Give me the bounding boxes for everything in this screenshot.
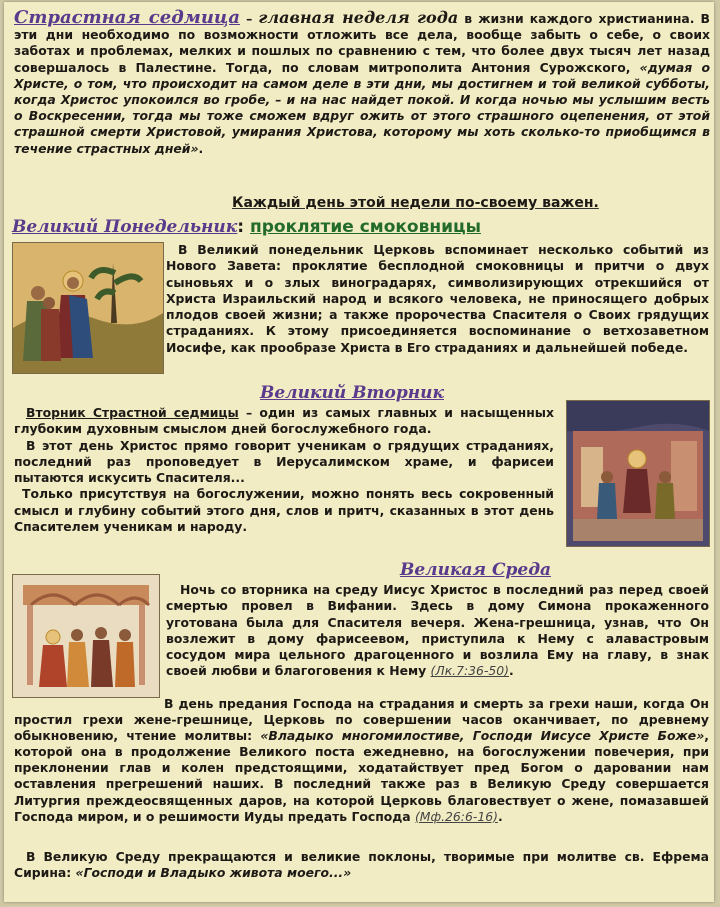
monday-subheading: проклятие смоковницы bbox=[250, 217, 481, 237]
wednesday-quote: «Господи и Владыко живота моего...» bbox=[75, 865, 352, 881]
wednesday-heading: Великая Среда bbox=[400, 560, 552, 580]
page-title: Страстная седмица bbox=[14, 7, 241, 28]
intro-quote: «думая о Христе, о том, что происходит на самом деле в эти дни, мы достигнем и той великой субботы, когда Христос упокоился во гробе, – и на нас найдет покой. И когда ночью мы услышим весть о Воскресении, тогда мы тоже сможем вдруг ожить от этого страшного оцепенения, от этой страшной смерти Христовой, умирания Христова, которому мы хоть сколько-то приобщимся в течение страстных дней» bbox=[14, 59, 710, 156]
tuesday-heading: Великий Вторник bbox=[260, 383, 444, 403]
wednesday-prayer: «Владыко многомилостиве, Господи Иисусе Христе Боже» bbox=[260, 728, 705, 744]
intro-subtitle: главная неделя года bbox=[258, 8, 459, 27]
every-day-line: Каждый день этой недели по-своему важен. bbox=[232, 195, 599, 211]
intro-paragraph: Страстная седмица – главная неделя года в жизни каждого христианина. В эти дни необходимо по возможности отложить все дела, вообще забыть о себе, о своих заботах и проблемах, мелких и пошлых по сравнению с тем, что более двух тысяч лет назад совершалось в Палестине. Тогда, по словам митрополита Антония Сурожского, «думая о Христе, о том, что происходит на самом деле в эти дни, мы достигнем и той великой субботы, когда Христос упокоился во гробе, – и на нас найдет покой. И когда ночью мы услышим весть о Воскресении, тогда мы тоже сможем вдруг ожить от этого страшного оцепенения, от этой страшной смерти Христовой, умирания Христова, которому мы хоть сколько-то приобщимся в течение страстных дней». bbox=[14, 7, 710, 156]
wednesday-ref-2: (Мф.26:6-16) bbox=[414, 808, 498, 824]
tuesday-heading-line bbox=[260, 383, 560, 403]
wednesday-ref-1: (Лк.7:36-50) bbox=[430, 663, 510, 679]
tuesday-body: Вторник Страстной седмицы – один из самых главных и насыщенных глубоким духовным смыслом дней богослужебного года. В этот день Христос прямо говорит ученикам о грядущих страданиях, последний раз проповедует в Иерусалимском храме, и фарисеи пытаются искусить Спасителя... Только присутствуя на богослужении, можно понять весь сокровенный смысл и глубину событий этого дня, слов и притч, сказанных в этот день Спасителем ученикам и народу. bbox=[14, 405, 554, 535]
monday-heading-line: Великий Понедельник: проклятие смоковницы bbox=[12, 217, 481, 237]
monday-heading: Великий Понедельник bbox=[12, 217, 238, 237]
icon-christ-cursing-fig-tree bbox=[13, 243, 163, 373]
wednesday-body-3: В Великую Среду прекращаются и великие поклоны, творимые при молитве св. Ефрема Сирина: «Господи и Владыко живота моего...» bbox=[14, 849, 709, 881]
wednesday-body-1: Ночь со вторника на среду Иисус Христос в последний раз перед своей смертью провел в Вифании. Здесь в дому Симона прокаженного уготована была для Спасителя вечеря. Жена-грешница, узнав, что Он возлежит в дому фарисеевом, приступила к Нему с алавастровым сосудом мира цельного драгоценного и возлила Ему на главу, в знак своей любви и благоговения к Нему (Лк.7:36-50). bbox=[166, 582, 709, 679]
icon-christ-teaching-in-temple bbox=[567, 401, 709, 546]
wednesday-heading-line bbox=[400, 560, 700, 580]
leaflet-page bbox=[4, 2, 714, 902]
tuesday-icon-image bbox=[566, 400, 710, 547]
tuesday-lead: Вторник Страстной седмицы bbox=[26, 405, 239, 420]
icon-anointing-at-bethany bbox=[13, 575, 159, 697]
wednesday-body-2: В день предания Господа на страдания и смерть за грехи наши, когда Он простил грехи жене-грешнице, Церковь по совершении часов оканчивает, по древнему обыкновению, чтение молитвы: «Владыко многомилостиве, Господи Иисусе Христе Боже», которой она в продолжение Великого поста ежедневно, на богослужении повечерия, при преклонении глав и колен предстоящими, ходатайствует пред Богом о даровании нам оставления прегрешений наших. В последний также раз в Великую Среду совершается Литургия преждеосвященных даров, на которой Церковь благовествует о жене, помазавшей Господа миром, и о решимости Иуды предать Господа (Мф.26:6-16). bbox=[14, 696, 709, 824]
monday-icon-image bbox=[12, 242, 164, 374]
wednesday-icon-image bbox=[12, 574, 160, 698]
monday-body: В Великий понедельник Церковь вспоминает несколько событий из Нового Завета: проклятие бесплодной смоковницы и притчи о двух сыновьях и о злых виноградарях, символизирующих отрекшийся от Христа Израильский народ и всякого человека, не приносящего добрых плодов своей жизни; а также пророчества Спасителя о Своих грядущих страданиях. К этому присоединяется воспоминание о ветхозаветном Иосифе, как прообразе Христа в Его страданиях и дальнейшей победе. bbox=[166, 242, 709, 355]
